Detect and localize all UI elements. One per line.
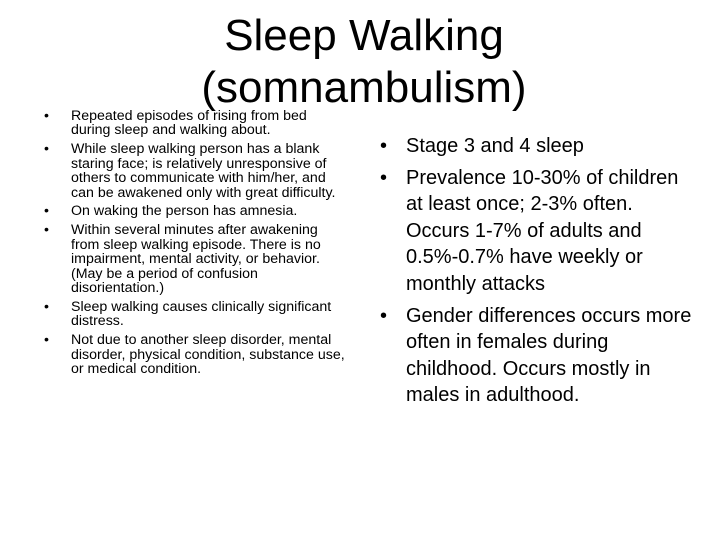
left-bullet-item: • On waking the person has amnesia.: [44, 204, 350, 218]
left-bullet-item: • Repeated episodes of rising from bed during sleep and walking about.: [44, 109, 350, 138]
slide-title: [0, 10, 728, 114]
left-bullet-item: • Sleep walking causes clinically significant distress.: [44, 300, 350, 329]
left-bullet-list: [44, 109, 350, 381]
right-bullet-item: • Prevalence 10-30% of children at least once; 2-3% often. Occurs 1-7% of adults and 0.5%-0.7% have weekly or monthly attacks: [378, 165, 698, 298]
right-bullet-item: • Stage 3 and 4 sleep: [378, 133, 698, 160]
left-bullet-item: • Not due to another sleep disorder, mental disorder, physical condition, substance use, or medical condition.: [44, 333, 350, 376]
left-bullet-item: • While sleep walking person has a blank staring face; is relatively unresponsive of others to communicate with him/her, and can be awakened only with great difficulty.: [44, 142, 350, 200]
slide-title-line-2: (somnambulism): [201, 63, 527, 112]
slide-title-line-1: Sleep Walking: [224, 11, 504, 60]
right-bullet-item: • Gender differences occurs more often in females during childhood. Occurs mostly in males in adulthood.: [378, 303, 698, 409]
left-bullet-item: • Within several minutes after awakening from sleep walking episode. There is no impairment, mental activity, or behavior. (May be a period of confusion disorientation.): [44, 223, 350, 295]
right-bullet-list: [378, 133, 698, 414]
